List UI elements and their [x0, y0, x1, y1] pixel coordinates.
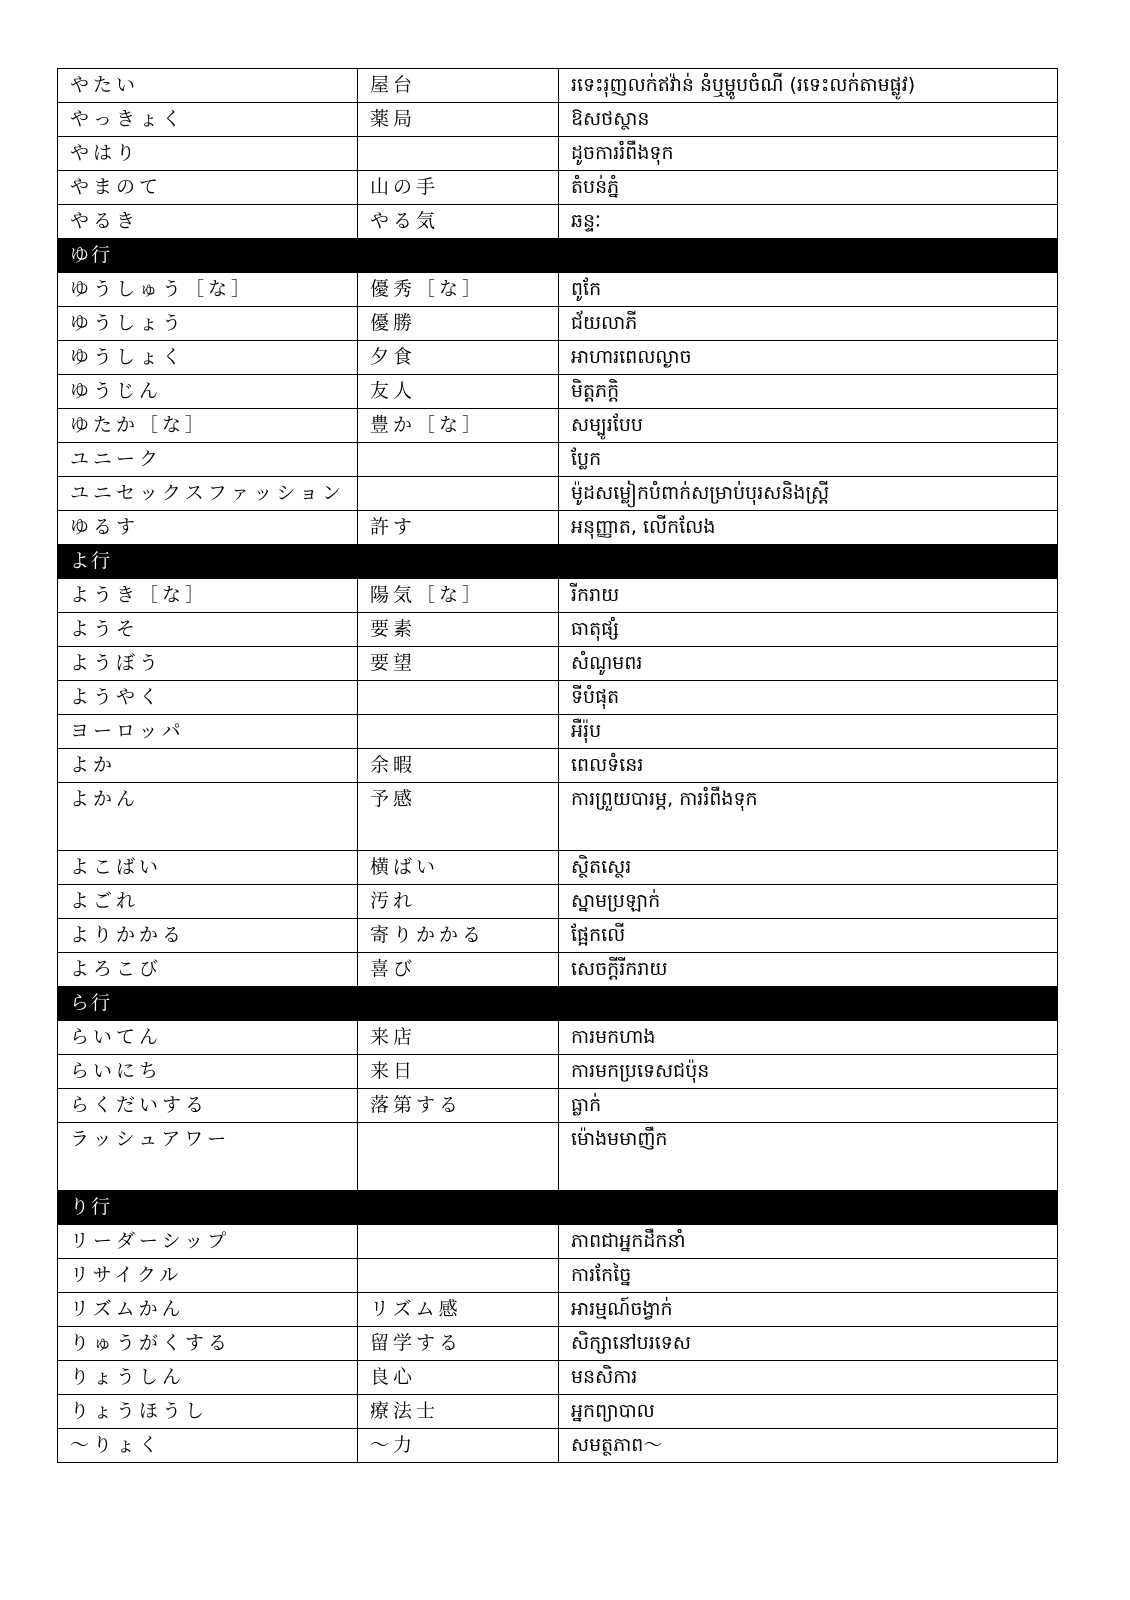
reading-cell: よごれ — [58, 885, 358, 919]
vocab-row — [58, 579, 1058, 613]
meaning-cell: សិក្សានៅបរទេស — [559, 1327, 1058, 1361]
reading-cell: ゆたか［な］ — [58, 409, 358, 443]
reading-cell: やっきょく — [58, 103, 358, 137]
section-header-label: り行 — [58, 1191, 559, 1225]
reading-cell: よろこび — [58, 953, 358, 987]
meaning-cell: ទីបំផុត — [559, 681, 1058, 715]
vocab-row — [58, 205, 1058, 239]
vocab-row — [58, 103, 1058, 137]
vocab-row — [58, 851, 1058, 885]
reading-cell: ようそ — [58, 613, 358, 647]
kanji-cell: 優勝 — [358, 307, 559, 341]
reading-cell: よか — [58, 749, 358, 783]
meaning-cell: ម៉ូដសម្លៀកបំពាក់សម្រាប់បុរសនិងស្ត្រី — [559, 477, 1058, 511]
meaning-cell: សម្បូរបែប — [559, 409, 1058, 443]
meaning-cell: ឆន្ទៈ — [559, 205, 1058, 239]
reading-cell: ユニセックスファッション — [58, 477, 358, 511]
meaning-cell: អាហារពេលល្ងាច — [559, 341, 1058, 375]
section-header-label: ら行 — [58, 987, 559, 1021]
reading-cell: ゆうじん — [58, 375, 358, 409]
reading-cell: ゆるす — [58, 511, 358, 545]
kanji-cell — [358, 715, 559, 749]
kanji-cell: 要素 — [358, 613, 559, 647]
section-header-label: ゆ行 — [58, 239, 559, 273]
vocab-row — [58, 1361, 1058, 1395]
kanji-cell: 来日 — [358, 1055, 559, 1089]
reading-cell: りょうしん — [58, 1361, 358, 1395]
kanji-cell: 寄りかかる — [358, 919, 559, 953]
meaning-cell: អឺរ៉ុប — [559, 715, 1058, 749]
kanji-cell — [358, 1225, 559, 1259]
meaning-cell: រទេះរុញលក់ឥវ៉ាន់ នំឬម្ហូបចំណី (រទេះលក់តាមផ្លូវ) — [559, 69, 1058, 103]
vocab-row — [58, 1429, 1058, 1463]
reading-cell: りょうほうし — [58, 1395, 358, 1429]
section-header-row — [58, 987, 1058, 1021]
meaning-cell: ការព្រួយបារម្ភ, ការរំពឹងទុក — [559, 783, 1058, 851]
kanji-cell: 薬局 — [358, 103, 559, 137]
kanji-cell: 〜力 — [358, 1429, 559, 1463]
vocab-row — [58, 1225, 1058, 1259]
reading-cell: 〜りょく — [58, 1429, 358, 1463]
vocab-row — [58, 1055, 1058, 1089]
meaning-cell: ការមកប្រទេសជប៉ុន — [559, 1055, 1058, 1089]
kanji-cell: 予感 — [358, 783, 559, 851]
vocab-row — [58, 1089, 1058, 1123]
reading-cell: リーダーシップ — [58, 1225, 358, 1259]
kanji-cell: 山の手 — [358, 171, 559, 205]
meaning-cell: អ្នកព្យាបាល — [559, 1395, 1058, 1429]
vocab-row — [58, 953, 1058, 987]
meaning-cell: ធ្លាក់ — [559, 1089, 1058, 1123]
vocab-row — [58, 171, 1058, 205]
reading-cell: ゆうしゅう［な］ — [58, 273, 358, 307]
section-header-filler — [559, 987, 1058, 1021]
reading-cell: よこばい — [58, 851, 358, 885]
vocab-row — [58, 783, 1058, 851]
reading-cell: ゆうしょう — [58, 307, 358, 341]
vocab-row — [58, 1123, 1058, 1191]
section-header-label: よ行 — [58, 545, 559, 579]
kanji-cell: 留学する — [358, 1327, 559, 1361]
vocab-row — [58, 715, 1058, 749]
meaning-cell: ភាពជាអ្នកដឹកនាំ — [559, 1225, 1058, 1259]
kanji-cell — [358, 1259, 559, 1293]
meaning-cell: សេចក្តីរីករាយ — [559, 953, 1058, 987]
vocab-row — [58, 1327, 1058, 1361]
reading-cell: らいにち — [58, 1055, 358, 1089]
kanji-cell: 豊か［な］ — [358, 409, 559, 443]
vocab-row — [58, 273, 1058, 307]
meaning-cell: សមត្ថភាព〜 — [559, 1429, 1058, 1463]
kanji-cell: 喜び — [358, 953, 559, 987]
reading-cell: らくだいする — [58, 1089, 358, 1123]
section-header-filler — [559, 545, 1058, 579]
vocabulary-table — [57, 68, 1058, 1463]
meaning-cell: អនុញ្ញាត, លើកលែង — [559, 511, 1058, 545]
reading-cell: ヨーロッパ — [58, 715, 358, 749]
meaning-cell: ជ័យលាភី — [559, 307, 1058, 341]
vocab-row — [58, 443, 1058, 477]
meaning-cell: រីករាយ — [559, 579, 1058, 613]
section-header-filler — [559, 1191, 1058, 1225]
vocab-row — [58, 375, 1058, 409]
meaning-cell: តំបន់ភ្នំ — [559, 171, 1058, 205]
vocab-row — [58, 613, 1058, 647]
vocabulary-table-body — [58, 69, 1058, 1463]
reading-cell: やたい — [58, 69, 358, 103]
vocab-row — [58, 341, 1058, 375]
kanji-cell — [358, 681, 559, 715]
reading-cell: らいてん — [58, 1021, 358, 1055]
kanji-cell: 汚れ — [358, 885, 559, 919]
reading-cell: やまのて — [58, 171, 358, 205]
reading-cell: リズムかん — [58, 1293, 358, 1327]
reading-cell: やはり — [58, 137, 358, 171]
kanji-cell — [358, 1123, 559, 1191]
vocab-row — [58, 69, 1058, 103]
section-header-row — [58, 1191, 1058, 1225]
meaning-cell: ការកែច្នៃ — [559, 1259, 1058, 1293]
meaning-cell: មិត្តភក្តិ — [559, 375, 1058, 409]
meaning-cell: ឱសថស្ថាន — [559, 103, 1058, 137]
kanji-cell: 落第する — [358, 1089, 559, 1123]
reading-cell: ようやく — [58, 681, 358, 715]
vocab-row — [58, 307, 1058, 341]
reading-cell: ようぼう — [58, 647, 358, 681]
meaning-cell: សំណូមពរ — [559, 647, 1058, 681]
kanji-cell: 夕食 — [358, 341, 559, 375]
meaning-cell: ធាតុផ្សំ — [559, 613, 1058, 647]
kanji-cell: 来店 — [358, 1021, 559, 1055]
section-header-row — [58, 239, 1058, 273]
kanji-cell: やる気 — [358, 205, 559, 239]
vocab-row — [58, 137, 1058, 171]
reading-cell: ゆうしょく — [58, 341, 358, 375]
kanji-cell: 余暇 — [358, 749, 559, 783]
meaning-cell: ផ្អែកលើ — [559, 919, 1058, 953]
kanji-cell: 要望 — [358, 647, 559, 681]
meaning-cell: ប្លែក — [559, 443, 1058, 477]
vocab-row — [58, 749, 1058, 783]
kanji-cell: 横ばい — [358, 851, 559, 885]
kanji-cell — [358, 443, 559, 477]
reading-cell: ユニーク — [58, 443, 358, 477]
reading-cell: ラッシュアワー — [58, 1123, 358, 1191]
kanji-cell — [358, 477, 559, 511]
reading-cell: ようき［な］ — [58, 579, 358, 613]
reading-cell: よりかかる — [58, 919, 358, 953]
kanji-cell — [358, 137, 559, 171]
section-header-filler — [559, 239, 1058, 273]
meaning-cell: មនសិការ — [559, 1361, 1058, 1395]
reading-cell: リサイクル — [58, 1259, 358, 1293]
vocab-row — [58, 477, 1058, 511]
reading-cell: りゅうがくする — [58, 1327, 358, 1361]
kanji-cell: 良心 — [358, 1361, 559, 1395]
meaning-cell: ដូចការរំពឹងទុក — [559, 137, 1058, 171]
kanji-cell: 許す — [358, 511, 559, 545]
vocab-row — [58, 409, 1058, 443]
kanji-cell: 陽気［な］ — [358, 579, 559, 613]
kanji-cell: 療法士 — [358, 1395, 559, 1429]
vocab-row — [58, 1021, 1058, 1055]
vocab-row — [58, 647, 1058, 681]
vocab-row — [58, 1395, 1058, 1429]
vocab-row — [58, 511, 1058, 545]
kanji-cell: 屋台 — [358, 69, 559, 103]
meaning-cell: ម៉ោងមមាញឹក — [559, 1123, 1058, 1191]
section-header-row — [58, 545, 1058, 579]
meaning-cell: ពេលទំនេរ — [559, 749, 1058, 783]
meaning-cell: ពូកែ — [559, 273, 1058, 307]
vocab-row — [58, 919, 1058, 953]
kanji-cell: 友人 — [358, 375, 559, 409]
vocab-row — [58, 1293, 1058, 1327]
meaning-cell: ស្នាមប្រឡាក់ — [559, 885, 1058, 919]
kanji-cell: リズム感 — [358, 1293, 559, 1327]
reading-cell: よかん — [58, 783, 358, 851]
meaning-cell: ស្ថិតស្ថេរ — [559, 851, 1058, 885]
kanji-cell: 優秀［な］ — [358, 273, 559, 307]
meaning-cell: អារម្មណ៍ចង្វាក់ — [559, 1293, 1058, 1327]
vocab-row — [58, 1259, 1058, 1293]
vocab-row — [58, 681, 1058, 715]
reading-cell: やるき — [58, 205, 358, 239]
meaning-cell: ការមកហាង — [559, 1021, 1058, 1055]
vocab-row — [58, 885, 1058, 919]
